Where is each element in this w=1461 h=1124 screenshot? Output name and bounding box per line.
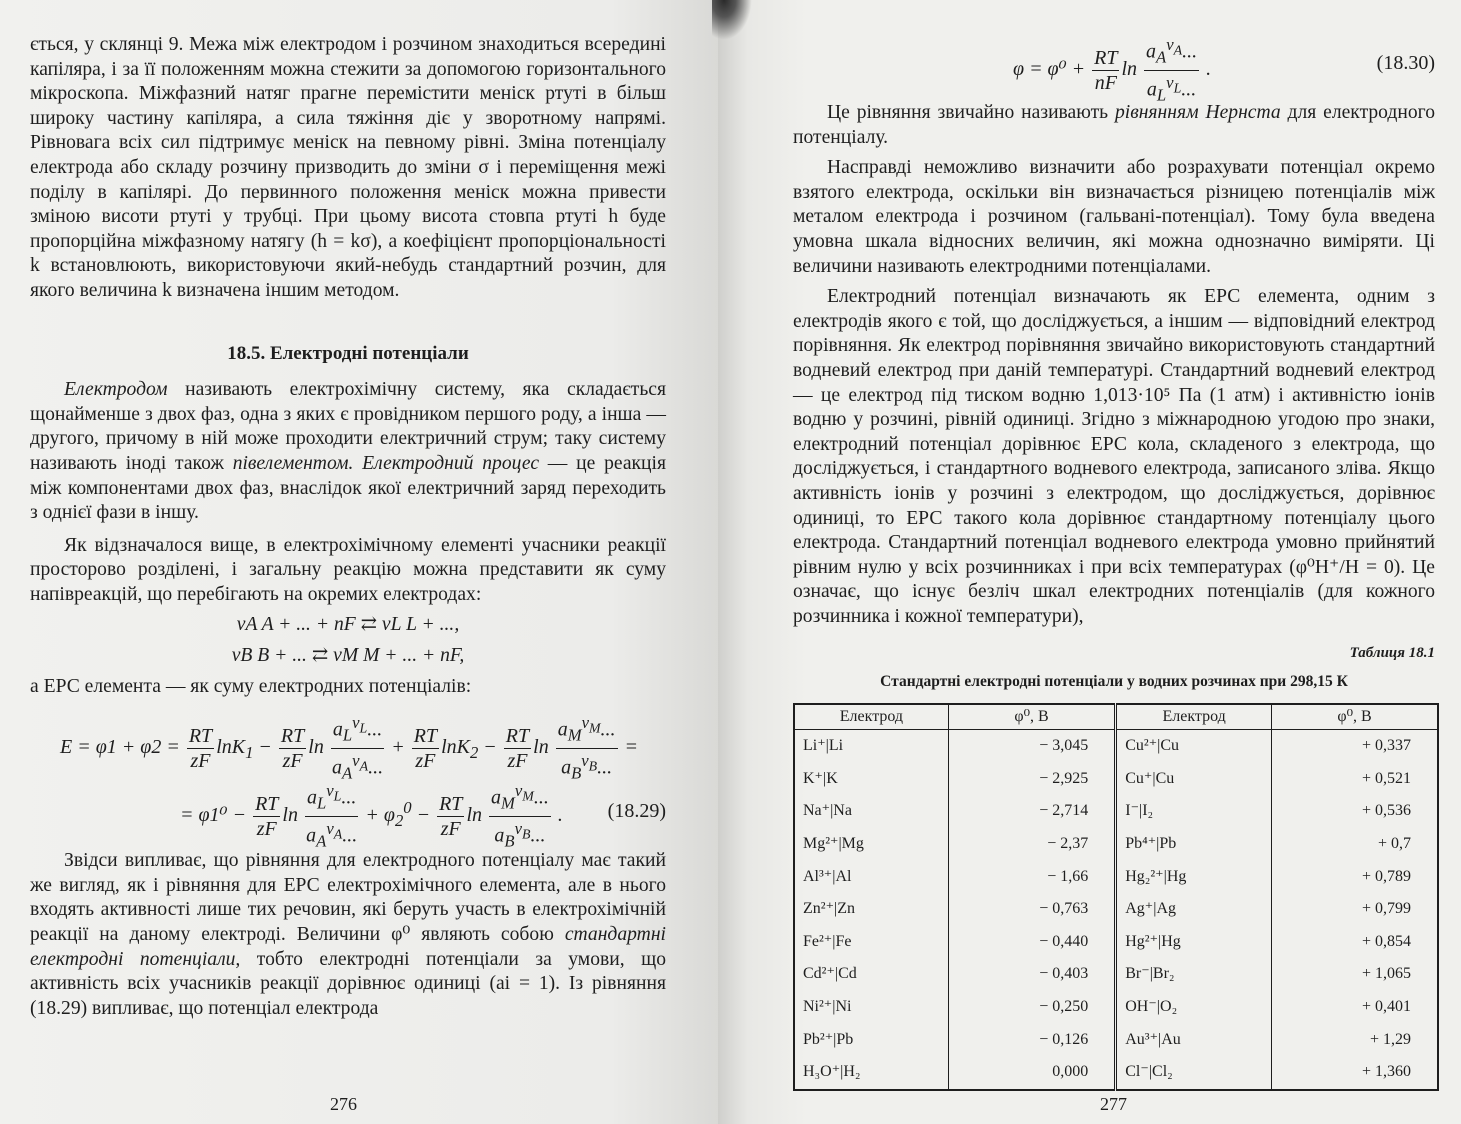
term: рівнянням Нернста	[1114, 102, 1281, 123]
potential-cell: + 0,401	[1361, 998, 1411, 1015]
electrode-cell: Cl⁻|Cl₂	[1116, 1056, 1272, 1090]
table-row	[794, 730, 1438, 763]
potential-cell: − 0,440	[948, 926, 1115, 959]
section-heading: 18.5. Електродні потенціали	[227, 342, 469, 364]
potential-cell: + 1,065	[1361, 965, 1411, 983]
column-header: Електрод	[1116, 704, 1272, 730]
table-row	[794, 861, 1438, 894]
electrode-cell: Al³⁺|Al	[794, 861, 948, 894]
equation-number: (18.30)	[1376, 52, 1435, 74]
table-body	[794, 730, 1438, 1090]
paragraph: а ЕРС елемента — як суму електродних потенціалів:	[30, 675, 472, 697]
potential-cell: 0,000	[948, 1056, 1115, 1090]
electrode-potentials-table	[793, 703, 1439, 1091]
text-run: Це рівняння звичайно називають	[827, 102, 1115, 123]
electrode-cell: Fe²⁺|Fe	[794, 926, 948, 959]
table-row	[794, 795, 1438, 828]
electrode-cell: OH⁻|O₂	[1116, 991, 1272, 1024]
page-number: 277	[1100, 1094, 1127, 1114]
potential-cell: − 0,250	[948, 991, 1115, 1024]
potential-cell: + 1,29	[1369, 1030, 1411, 1048]
electrode-cell: Ag⁺|Ag	[1116, 893, 1272, 926]
potential-cell: − 1,66	[948, 861, 1115, 894]
electrode-cell: Au³⁺|Au	[1116, 1024, 1272, 1057]
fraction: $\frac{a_L^{\nu_L}...}{a_A^{\nu_A}...}$	[331, 713, 384, 783]
left-text-column	[30, 33, 666, 1021]
potential-cell: − 2,925	[948, 763, 1115, 796]
potential-cell: + 0,521	[1361, 769, 1411, 787]
table-row	[794, 763, 1438, 796]
text-run: для електродного потенціалу.	[793, 102, 1435, 148]
potential-cell: + 0,536	[1361, 802, 1411, 820]
fraction: $\frac{RT}{zF}$	[439, 792, 463, 840]
fraction: $\frac{RT}{zF}$	[280, 724, 305, 772]
potential-cell: − 0,126	[948, 1024, 1115, 1057]
fraction: $\frac{RT}{zF}$	[188, 724, 213, 772]
column-header: φ⁰, В	[1272, 704, 1438, 730]
potential-cell: − 2,714	[948, 795, 1115, 828]
paragraph: Насправді неможливо визначити або розрахувати потенціал окремо взятого електрода, оскільки він визначається різницею потенціалів між металом електрода і розчином (гальвані-потенціал). Тому була введена умовна шкала відносних величин, які можна однозначно виміряти. Ці величини називають електродними потенціалами.	[793, 157, 1435, 277]
electrode-cell: Hg²⁺|Hg	[1116, 926, 1272, 959]
reaction-equation: νA A + ... + nF ⇄ νL L + ...,	[236, 614, 460, 636]
table-row	[794, 991, 1438, 1024]
fraction: $\frac{a_L^{\nu_L}...}{a_A^{\nu_A}...}$	[306, 781, 358, 851]
table-title: Стандартні електродні потенціали у водних розчинах при 298,15 К	[880, 673, 1348, 691]
electrode-cell: Pb²⁺|Pb	[794, 1024, 948, 1057]
potential-cell: − 0,403	[948, 958, 1115, 991]
potential-cell: − 3,045	[948, 730, 1115, 763]
table-row	[794, 1056, 1438, 1090]
electrode-cell: Cu²⁺|Cu	[1116, 730, 1272, 763]
text-run: називають електрохімічну систему, яка складається щонайменше з двох фаз, одна з яких є провідником першого роду, а інша — другого, причому в ній може проходити електричний струм; таку систему називають іноді також	[30, 379, 666, 474]
fraction: $\frac{a_M^{\nu_M}...}{a_B^{\nu_B}...}$	[557, 713, 616, 783]
electrode-cell: Zn²⁺|Zn	[794, 893, 948, 926]
potential-cell: + 1,360	[1361, 1063, 1411, 1081]
formula-lhs: = φ1⁰ −	[180, 804, 247, 826]
potential-cell: + 0,7	[1377, 835, 1411, 853]
paragraph	[793, 101, 1435, 150]
electrode-cell: I⁻|I₂	[1116, 795, 1272, 828]
paragraph	[30, 378, 666, 526]
electrode-cell: K⁺|K	[794, 763, 948, 796]
term: півелементом. Електродний процес	[232, 452, 540, 474]
electrode-cell: Cd²⁺|Cd	[794, 958, 948, 991]
column-header: φ⁰, В	[948, 704, 1115, 730]
left-page	[0, 0, 718, 1124]
term: стандартні електродні потенціали,	[30, 924, 666, 970]
table-row	[794, 1024, 1438, 1057]
fraction: $\frac{RT}{zF}$	[255, 792, 279, 840]
potential-cell: − 0,763	[948, 893, 1115, 926]
paragraph: Електродний потенціал визначають як ЕРС елемента, одним з електродів якого є той, що досліджується, а іншим — відповідний електрод порівняння. Як електрод порівняння звичайно використовують стандартний водневий електрод при даній температурі. Стандартний водневий електрод — це електрод під тиском водню 1,013·10⁵ Па (1 атм) і активністю іонів водню у розчині, рівній одиниці. Згідно з міжнародною угодою про знаки, електродний потенціал дорівнює ЕРС кола, складеного з електрода, що досліджується, і стандартного водневого електрода, записаного зліва. Якщо активність іонів у розчині з електродом, що досліджується, дорівнює одиниці, то ЕРС такого кола дорівнює стандартному потенціалу цього електрода. Стандартний потенціал водневого електрода умовно прийнятий рівним нулю у всіх розчинниках і при всіх температурах (φ⁰H⁺/H = 0). Це означає, що існує безліч шкал електродних потенціалів (для кожного розчинника і кожної температури),	[793, 286, 1435, 627]
text-run: Звідси випливає, що рівняння для електродного потенціалу має такий же вигляд, як і рівняння для ЕРС електрохімічного елемента, але в нього входять активності лише тих речовин, які беруть участь в електрохімічній реакції на даному електроді. Величини φ⁰ являють собою	[30, 850, 666, 946]
equation-number: (18.29)	[607, 800, 666, 823]
electrode-cell: H₃O⁺|H₂	[794, 1056, 948, 1090]
table-row	[794, 926, 1438, 959]
paragraph: Як відзначалося вище, в електрохімічному елементі учасники реакції просторово розділені, і загальну реакцію можна представити як суму напівреакцій, що перебігають на окремих електродах:	[30, 534, 666, 605]
emf-formula-line-1: E = φ1 + φ2 = $\frac{RT}{zF}$ lnK$_1$ − $\frac{RT}{zF}$ ln $\frac{a_L^{\nu_L}...}{a_A^{\nu_A}...}$ + $\frac{RT}{zF}$ lnK$_2$ − $\frac{RT}{zF}$ ln $\frac{a_M^{\nu_M}...}{a_B^{\nu_B}...}$ =	[30, 711, 666, 773]
text-run: тобто електродні потенціали за умови, що активність всіх учасників реакції дорівнює одиниці (ai = 1). Із рівняння (18.29) випливає, що потенціал електрода	[30, 948, 666, 1019]
potential-cell: + 0,337	[1361, 737, 1411, 755]
fraction: $\frac{RT}{zF}$	[413, 724, 438, 772]
table-row	[794, 828, 1438, 861]
fraction: $\frac{RT}{zF}$	[505, 724, 530, 772]
fraction: $\frac{a_A^{\nu_A}...}{a_L^{\nu_L}...}$	[1146, 35, 1198, 105]
nernst-formula: φ = φ⁰ + $\frac{RT}{nF}$ ln $\frac{a_A^{\nu_A}...}{a_L^{\nu_L}...}$ . (18.30)	[793, 33, 1435, 93]
table-row	[794, 893, 1438, 926]
formula-lhs: E = φ1 + φ2 =	[60, 736, 180, 758]
potential-cell: + 0,854	[1361, 932, 1411, 950]
fraction: $\frac{a_M^{\nu_M}...}{a_B^{\nu_B}...}$	[491, 781, 549, 851]
electrode-cell: Pb⁴⁺|Pb	[1116, 828, 1272, 861]
electrode-cell: Li⁺|Li	[794, 730, 948, 763]
potential-cell: − 2,37	[948, 828, 1115, 861]
electrode-cell: Na⁺|Na	[794, 795, 948, 828]
term: Електродом	[64, 379, 168, 401]
electrode-cell: Cu⁺|Cu	[1116, 763, 1272, 796]
binding-shadow	[712, 0, 752, 40]
right-text-column	[793, 33, 1435, 1091]
text-run: — це реакція між компонентами двох фаз, внаслідок якої електричний заряд переходить з однієї фази в іншу.	[30, 452, 666, 524]
potential-cell: + 0,789	[1361, 867, 1411, 885]
paragraph	[30, 849, 666, 1021]
fraction: $\frac{RT}{nF}$	[1094, 46, 1118, 94]
potential-cell: + 0,799	[1361, 900, 1411, 918]
column-header: Електрод	[794, 704, 948, 730]
paragraph: ється, у склянці 9. Межа між електродом і розчином знаходиться всередині капіляра, і за її положенням можна стежити за допомогою горизонтального мікроскопа. Міжфазний натяг прагне перемістити меніск ртуті в більш широку частину капіляра, а сила тяжіння діє у зворотному напрямі. Рівновага всіх сил підтримує меніск на певному рівні. Зміна потенціалу електрода або складу розчину призводить до зміни σ і переміщення межі поділу в капілярі. До первинного положення меніск можна привести зміною висоти ртуті у трубці. При цьому висота стовпа ртуті h буде пропорційна міжфазному натягу (h = kσ), а коефіцієнт пропорціональності k встановлюють, використовуючи який-небудь стандартний розчин, для якого величина k визначена іншим методом.	[30, 34, 666, 301]
reaction-equation: νB B + ... ⇄ νM M + ... + nF,	[231, 645, 465, 667]
formula-lhs: φ = φ⁰ +	[1013, 57, 1086, 80]
table-row	[794, 958, 1438, 991]
emf-formula-line-2: = φ1⁰ − $\frac{RT}{zF}$ ln $\frac{a_L^{\nu_L}...}{a_A^{\nu_A}...}$ + $\varphi_2^0$ − $\frac{RT}{zF}$ ln $\frac{a_M^{\nu_M}...}{a_B^{\nu_B}...}$ . (18.29)	[30, 779, 666, 841]
electrode-cell: Br⁻|Br₂	[1116, 958, 1272, 991]
electrode-cell: Hg₂²⁺|Hg	[1116, 861, 1272, 894]
electrode-cell: Ni²⁺|Ni	[794, 991, 948, 1024]
table-header-row	[794, 704, 1438, 730]
electrode-cell: Mg²⁺|Mg	[794, 828, 948, 861]
page-number: 276	[330, 1094, 357, 1114]
table-caption: Таблиця 18.1	[1349, 645, 1435, 662]
